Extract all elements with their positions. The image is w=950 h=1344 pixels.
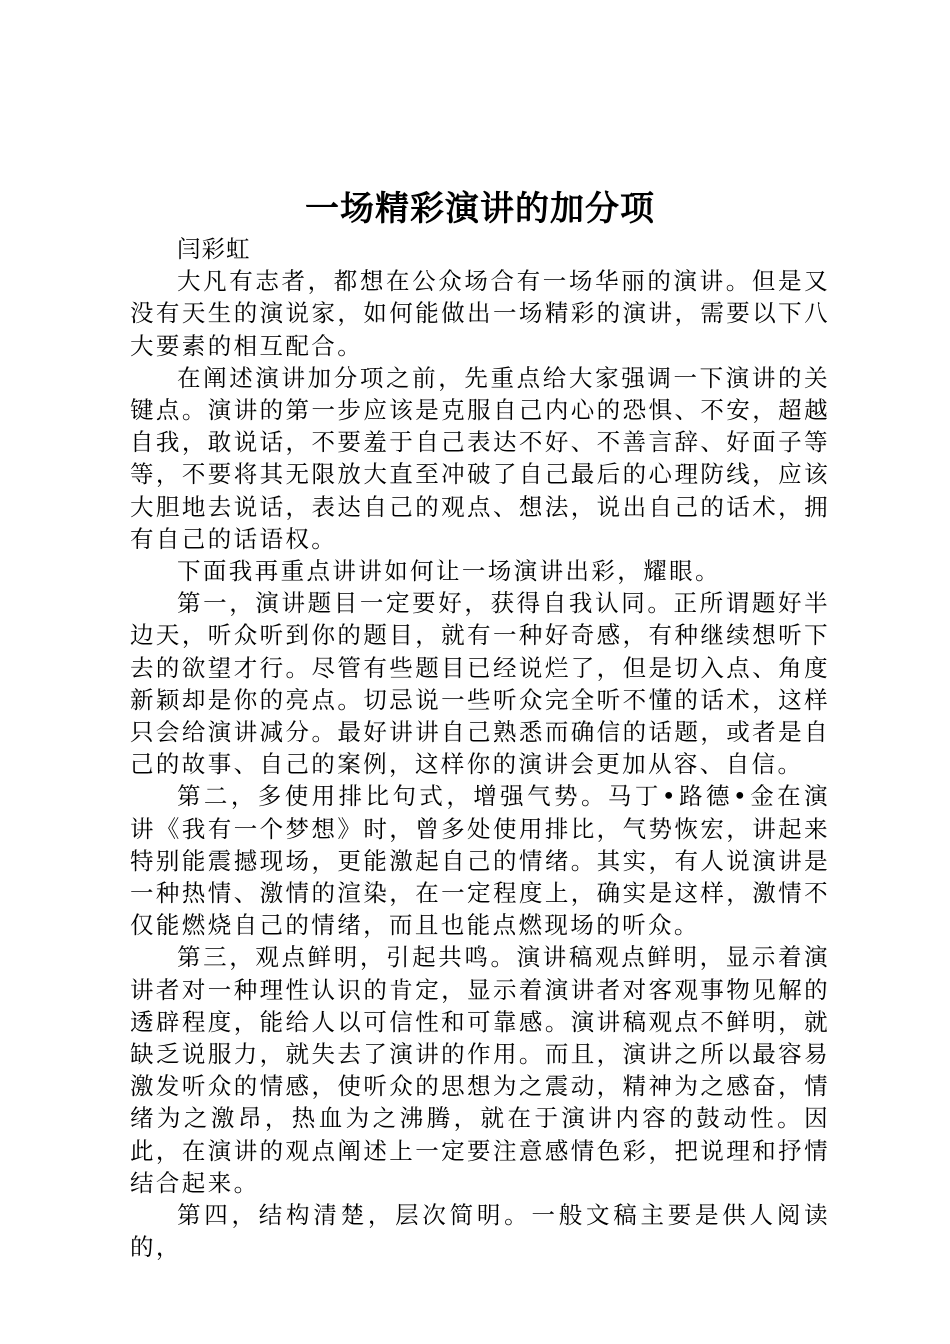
paragraph: 第二，多使用排比句式，增强气势。马丁•路德•金在演讲《我有一个梦想》时，曾多处使用排比，气势恢宏，讲起来特别能震撼现场，更能激起自己的情绪。其实，有人说演讲是一种热情、激情的渲染，在一定程度上，确实是这样，激情不仅能燃烧自己的情绪，而且也能点燃现场的听众。 bbox=[130, 782, 830, 940]
page-title: 一场精彩演讲的加分项 bbox=[305, 189, 655, 229]
author-line: 闫彩虹 bbox=[177, 235, 251, 263]
paragraph: 第三，观点鲜明，引起共鸣。演讲稿观点鲜明，显示着演讲者对一种理性认识的肯定，显示着演讲者对客观事物见解的透辟程度，能给人以可信性和可靠感。演讲稿观点不鲜明，就缺乏说服力，就失去了演讲的作用。而且，演讲之所以最容易激发听众的情感，使听众的思想为之震动，精神为之感奋，情绪为之激昂，热血为之沸腾，就在于演讲内容的鼓动性。因此，在演讲的观点阐述上一定要注意感情色彩，把说理和抒情结合起来。 bbox=[130, 943, 830, 1197]
paragraph: 下面我再重点讲讲如何让一场演讲出彩，耀眼。 bbox=[177, 557, 721, 586]
paragraph: 第一，演讲题目一定要好，获得自我认同。正所谓题好半边天，听众听到你的题目，就有一种好奇感，有种继续想听下去的欲望才行。尽管有些题目已经说烂了，但是切入点、角度新颖却是你的亮点。切忌说一些听众完全听不懂的话术，这样只会给演讲减分。最好讲讲自己熟悉而确信的话题，或者是自己的故事、自己的案例，这样你的演讲会更加从容、自信。 bbox=[130, 589, 830, 779]
paragraph: 第四，结构清楚，层次简明。一般文稿主要是供人阅读的， bbox=[130, 1201, 830, 1262]
article-body bbox=[130, 233, 830, 1264]
paragraph: 在阐述演讲加分项之前，先重点给大家强调一下演讲的关键点。演讲的第一步应该是克服自己内心的恐惧、不安，超越自我，敢说话，不要羞于自己表达不好、不善言辞、好面子等等，不要将其无限放大直至冲破了自己最后的心理防线，应该大胆地去说话，表达自己的观点、想法，说出自己的话术，拥有自己的话语权。 bbox=[130, 363, 830, 553]
paragraph: 大凡有志者，都想在公众场合有一场华丽的演讲。但是又没有天生的演说家，如何能做出一场精彩的演讲，需要以下八大要素的相互配合。 bbox=[130, 267, 830, 360]
